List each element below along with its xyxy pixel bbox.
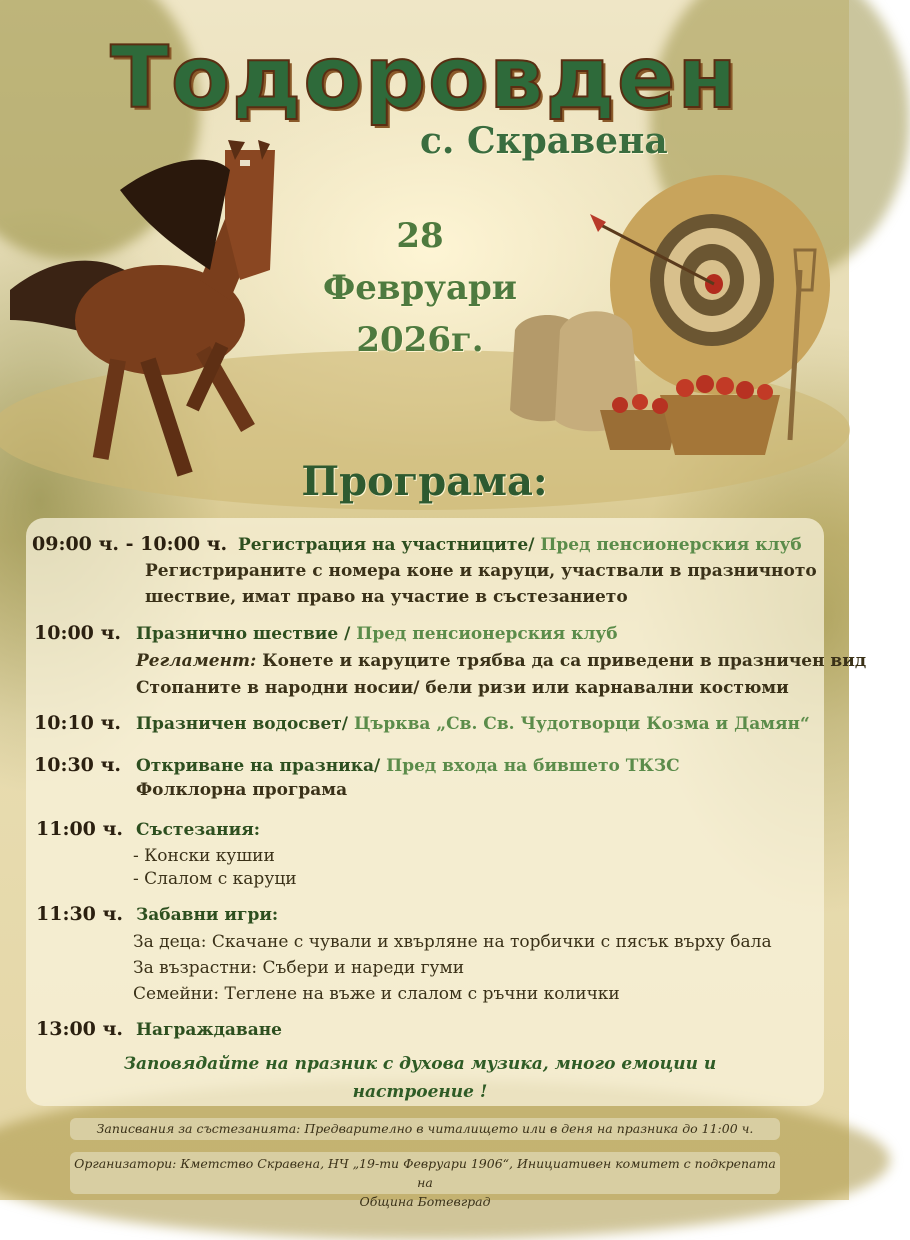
closing-message: [120, 1050, 720, 1106]
schedule-item: [136, 756, 680, 776]
schedule-time: 10:10 ч.: [34, 712, 122, 734]
program-heading: Програма:: [301, 458, 548, 505]
schedule-event: Регистрация на участниците/: [238, 535, 535, 555]
closing-line: Заповядайте на празник с духова музика, много емоции и: [123, 1054, 717, 1074]
date-year: 2026г.: [356, 320, 484, 360]
schedule-location: Пред пенсионерския клуб: [540, 535, 802, 555]
schedule-detail: Регистрираните с номера коне и каруци, участвали в празничното: [145, 561, 817, 581]
organizers-line: Организатори: Кметство Скравена, НЧ „19-ти Февруари 1906“, Инициативен комитет с подкрепата на: [74, 1156, 776, 1190]
schedule-detail: - Конски кушии: [133, 846, 275, 866]
schedule-detail: За възрастни: Събери и нареди гуми: [133, 958, 465, 978]
schedule-detail: Стопаните в народни носии/ бели ризи или карнавални костюми: [136, 678, 789, 698]
village-name: с. Скравена: [420, 120, 668, 162]
schedule-detail: шествие, имат право на участие в състезанието: [145, 587, 628, 607]
schedule-item: [136, 905, 278, 925]
registration-note: Записвания за състезанията: Предварително в читалището или в деня на празника до 11:00 ч.: [70, 1118, 780, 1140]
schedule-detail: За деца: Скачане с чували и хвърляне на торбички с пясък върху бала: [133, 932, 772, 952]
schedule-event: Празнично шествие /: [136, 624, 351, 644]
schedule-time: 09:00 ч. - 10:00 ч.: [32, 533, 228, 555]
schedule-time: 10:30 ч.: [34, 754, 122, 776]
schedule-event: Забавни игри:: [136, 905, 279, 925]
schedule-item: [136, 1020, 282, 1040]
organizers-line: Община Ботевград: [359, 1194, 491, 1209]
date-day: 28 Февруари: [322, 216, 518, 308]
schedule-location: Пред входа на бившето ТКЗС: [386, 756, 680, 776]
organizers-note: [70, 1152, 780, 1209]
schedule-event: Състезания:: [136, 820, 261, 840]
schedule-item: [238, 535, 802, 555]
schedule-item: [136, 714, 810, 734]
schedule-time: 10:00 ч.: [34, 622, 122, 644]
rule-text: Конете и каруците трябва да са приведени в празничен вид: [262, 651, 867, 671]
schedule-location: Пред пенсионерския клуб: [356, 624, 618, 644]
schedule-item: [136, 624, 618, 644]
schedule-location: Църква „Св. Св. Чудотворци Козма и Дамян“: [353, 714, 810, 734]
schedule-time: 13:00 ч.: [36, 1018, 124, 1040]
schedule-time: 11:00 ч.: [36, 818, 124, 840]
closing-line: настроение !: [352, 1082, 488, 1102]
schedule-event: Празничен водосвет/: [136, 714, 349, 734]
schedule-rule: [136, 651, 866, 671]
rule-label: Регламент:: [136, 651, 257, 671]
schedule-time: 11:30 ч.: [36, 903, 124, 925]
schedule-detail: - Слалом с каруци: [133, 869, 297, 889]
schedule-event: Откриване на празника/: [136, 756, 381, 776]
schedule-detail: Фолклорна програма: [136, 780, 348, 800]
poster-title: Тодоровден: [110, 28, 739, 128]
schedule-item: [136, 820, 260, 840]
event-date: [300, 210, 540, 366]
schedule-event: Награждаване: [136, 1020, 282, 1040]
schedule-detail: Семейни: Теглене на въже и слалом с ръчни колички: [133, 984, 620, 1004]
